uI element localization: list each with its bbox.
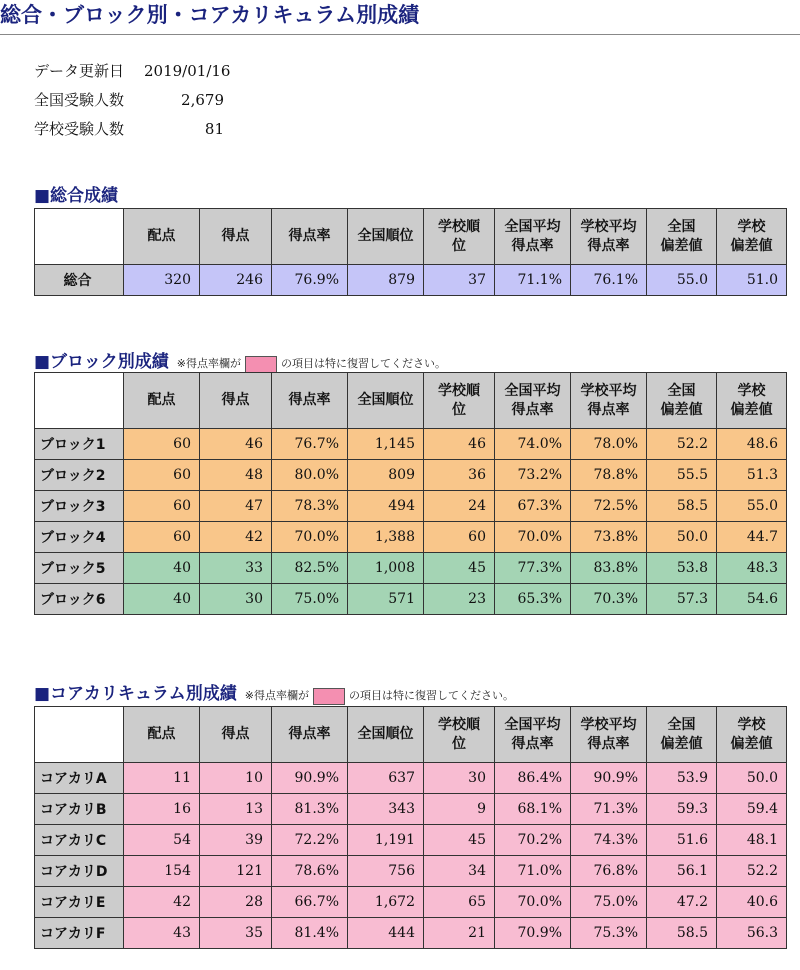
meta-row-national-count [34, 85, 230, 114]
table-cell: 56.3 [717, 918, 787, 949]
table-cell: 60 [124, 491, 200, 522]
table-cell: 23 [424, 584, 495, 615]
column-header: 学校順位 [424, 707, 495, 763]
meta-label: 学校受験人数 [34, 120, 125, 138]
table-cell: 78.6% [272, 856, 348, 887]
header-blank-cell [35, 707, 124, 763]
column-header: 得点率 [272, 373, 348, 429]
table-cell: 65 [424, 887, 495, 918]
table-cell: 71.3% [571, 794, 647, 825]
row-label: コアカリF [35, 918, 124, 949]
table-cell: 809 [348, 460, 424, 491]
table-cell: 60 [424, 522, 495, 553]
table-row [35, 522, 787, 553]
table-cell: 70.3% [571, 584, 647, 615]
note-prefix: ※得点率欄が [244, 689, 309, 702]
column-header: 全国平均 得点率 [495, 209, 571, 265]
column-header: 学校平均 得点率 [571, 209, 647, 265]
table-row [35, 918, 787, 949]
meta-value: 2,679 [181, 90, 224, 109]
table-cell: 54.6 [717, 584, 787, 615]
table-cell: 51.0 [717, 265, 787, 296]
table-cell: 81.4% [272, 918, 348, 949]
table-cell: 46 [424, 429, 495, 460]
column-header: 学校 偏差値 [717, 707, 787, 763]
table-cell: 24 [424, 491, 495, 522]
table-cell: 21 [424, 918, 495, 949]
table-cell: 879 [348, 265, 424, 296]
header-blank-cell [35, 209, 124, 265]
table-cell: 80.0% [272, 460, 348, 491]
table-cell: 70.0% [272, 522, 348, 553]
table-cell: 121 [200, 856, 272, 887]
table-cell: 55.0 [717, 491, 787, 522]
table-row [35, 856, 787, 887]
table-cell: 756 [348, 856, 424, 887]
table-cell: 60 [124, 429, 200, 460]
table-cell: 74.0% [495, 429, 571, 460]
highlight-swatch [313, 688, 345, 705]
table-cell: 637 [348, 763, 424, 794]
table-cell: 72.5% [571, 491, 647, 522]
table-cell: 42 [200, 522, 272, 553]
table-cell: 48.3 [717, 553, 787, 584]
table-cell: 55.5 [647, 460, 717, 491]
table-cell: 1,672 [348, 887, 424, 918]
table-cell: 70.2% [495, 825, 571, 856]
table-cell: 28 [200, 887, 272, 918]
column-header: 配点 [124, 707, 200, 763]
header-row [35, 707, 787, 763]
row-label: 総合 [35, 265, 124, 296]
table-row [35, 584, 787, 615]
meta-value: 81 [204, 119, 224, 138]
table-cell: 90.9% [272, 763, 348, 794]
table-cell: 76.8% [571, 856, 647, 887]
table-cell: 46 [200, 429, 272, 460]
table-cell: 55.0 [647, 265, 717, 296]
column-header: 学校 偏差値 [717, 209, 787, 265]
section-title-core [34, 679, 514, 705]
table-cell: 33 [200, 553, 272, 584]
meta-row-update-date [34, 56, 230, 85]
table-row [35, 794, 787, 825]
section-title-total [34, 181, 118, 206]
column-header: 全国平均 得点率 [495, 373, 571, 429]
table-cell: 36 [424, 460, 495, 491]
row-label: ブロック2 [35, 460, 124, 491]
row-label: コアカリC [35, 825, 124, 856]
table-cell: 67.3% [495, 491, 571, 522]
table-cell: 34 [424, 856, 495, 887]
table-cell: 81.3% [272, 794, 348, 825]
review-note [177, 357, 446, 370]
table-cell: 1,145 [348, 429, 424, 460]
table-cell: 40.6 [717, 887, 787, 918]
table-cell: 51.6 [647, 825, 717, 856]
header-row [35, 373, 787, 429]
table-cell: 45 [424, 553, 495, 584]
meta-label: 全国受験人数 [34, 91, 125, 109]
table-cell: 13 [200, 794, 272, 825]
table-cell: 73.2% [495, 460, 571, 491]
table-cell: 59.3 [647, 794, 717, 825]
column-header: 得点率 [272, 707, 348, 763]
column-header: 学校 偏差値 [717, 373, 787, 429]
table-cell: 50.0 [647, 522, 717, 553]
table-cell: 154 [124, 856, 200, 887]
table-cell: 68.1% [495, 794, 571, 825]
table-cell: 246 [200, 265, 272, 296]
section-title-text: ■コアカリキュラム別成績 [34, 684, 237, 704]
table-row [35, 825, 787, 856]
table-cell: 1,388 [348, 522, 424, 553]
table-cell: 70.9% [495, 918, 571, 949]
table-row [35, 429, 787, 460]
table-cell: 82.5% [272, 553, 348, 584]
table-cell: 60 [124, 460, 200, 491]
note-prefix: ※得点率欄が [176, 357, 241, 370]
table-row [35, 763, 787, 794]
page-title: 総合・ブロック別・コアカリキュラム別成績 [0, 0, 800, 35]
table-cell: 75.3% [571, 918, 647, 949]
row-label: ブロック6 [35, 584, 124, 615]
header-row [35, 209, 787, 265]
table-cell: 52.2 [717, 856, 787, 887]
section-title-block [34, 347, 446, 373]
table-cell: 47 [200, 491, 272, 522]
table-cell: 54 [124, 825, 200, 856]
table-cell: 444 [348, 918, 424, 949]
column-header: 全国 偏差値 [647, 209, 717, 265]
table-cell: 50.0 [717, 763, 787, 794]
row-label: コアカリD [35, 856, 124, 887]
table-cell: 56.1 [647, 856, 717, 887]
table-cell: 16 [124, 794, 200, 825]
table-cell: 75.0% [272, 584, 348, 615]
table-cell: 66.7% [272, 887, 348, 918]
table-cell: 11 [124, 763, 200, 794]
column-header: 全国 偏差値 [647, 373, 717, 429]
table-row [35, 553, 787, 584]
table-block [34, 372, 787, 615]
table-cell: 48.6 [717, 429, 787, 460]
column-header: 得点 [200, 707, 272, 763]
table-cell: 571 [348, 584, 424, 615]
table-cell: 58.5 [647, 918, 717, 949]
table-row [35, 460, 787, 491]
table-cell: 10 [200, 763, 272, 794]
column-header: 全国順位 [348, 707, 424, 763]
section-title-text: ■ブロック別成績 [34, 352, 169, 372]
table-row [35, 887, 787, 918]
column-header: 配点 [124, 209, 200, 265]
row-label: コアカリB [35, 794, 124, 825]
table-cell: 70.0% [495, 887, 571, 918]
table-cell: 60 [124, 522, 200, 553]
table-cell: 59.4 [717, 794, 787, 825]
table-cell: 1,008 [348, 553, 424, 584]
row-label: ブロック4 [35, 522, 124, 553]
highlight-swatch [245, 356, 277, 373]
table-cell: 74.3% [571, 825, 647, 856]
table-cell: 48 [200, 460, 272, 491]
column-header: 配点 [124, 373, 200, 429]
column-header: 全国 偏差値 [647, 707, 717, 763]
table-total [34, 208, 787, 296]
meta-label: データ更新日 [34, 62, 125, 80]
table-cell: 75.0% [571, 887, 647, 918]
table-cell: 47.2 [647, 887, 717, 918]
table-cell: 39 [200, 825, 272, 856]
column-header: 学校順位 [424, 373, 495, 429]
table-cell: 343 [348, 794, 424, 825]
table-cell: 494 [348, 491, 424, 522]
table-cell: 72.2% [272, 825, 348, 856]
table-cell: 58.5 [647, 491, 717, 522]
section-title-text: ■総合成績 [34, 186, 119, 206]
header-blank-cell [35, 373, 124, 429]
table-cell: 77.3% [495, 553, 571, 584]
table-cell: 53.8 [647, 553, 717, 584]
column-header: 全国順位 [348, 209, 424, 265]
row-label: コアカリE [35, 887, 124, 918]
review-note [245, 689, 514, 702]
column-header: 学校平均 得点率 [571, 373, 647, 429]
table-cell: 70.0% [495, 522, 571, 553]
column-header: 得点 [200, 209, 272, 265]
table-cell: 71.1% [495, 265, 571, 296]
table-cell: 78.0% [571, 429, 647, 460]
table-cell: 52.2 [647, 429, 717, 460]
table-cell: 78.8% [571, 460, 647, 491]
table-row [35, 265, 787, 296]
table-cell: 30 [200, 584, 272, 615]
column-header: 学校順位 [424, 209, 495, 265]
table-row [35, 491, 787, 522]
table-cell: 320 [124, 265, 200, 296]
meta-info [34, 56, 230, 143]
table-cell: 78.3% [272, 491, 348, 522]
table-cell: 43 [124, 918, 200, 949]
table-cell: 51.3 [717, 460, 787, 491]
meta-value: 2019/01/16 [144, 61, 231, 80]
table-cell: 65.3% [495, 584, 571, 615]
column-header: 得点率 [272, 209, 348, 265]
table-cell: 30 [424, 763, 495, 794]
row-label: コアカリA [35, 763, 124, 794]
table-cell: 9 [424, 794, 495, 825]
table-cell: 48.1 [717, 825, 787, 856]
table-cell: 90.9% [571, 763, 647, 794]
table-cell: 71.0% [495, 856, 571, 887]
table-cell: 73.8% [571, 522, 647, 553]
row-label: ブロック1 [35, 429, 124, 460]
table-cell: 57.3 [647, 584, 717, 615]
row-label: ブロック5 [35, 553, 124, 584]
column-header: 全国順位 [348, 373, 424, 429]
table-cell: 86.4% [495, 763, 571, 794]
table-cell: 45 [424, 825, 495, 856]
table-cell: 76.7% [272, 429, 348, 460]
meta-row-school-count [34, 114, 230, 143]
table-cell: 37 [424, 265, 495, 296]
note-suffix: の項目は特に復習してください。 [280, 357, 446, 370]
column-header: 全国平均 得点率 [495, 707, 571, 763]
table-cell: 53.9 [647, 763, 717, 794]
table-cell: 40 [124, 584, 200, 615]
table-cell: 83.8% [571, 553, 647, 584]
column-header: 学校平均 得点率 [571, 707, 647, 763]
table-cell: 35 [200, 918, 272, 949]
table-cell: 42 [124, 887, 200, 918]
table-cell: 76.9% [272, 265, 348, 296]
table-cell: 1,191 [348, 825, 424, 856]
table-cell: 44.7 [717, 522, 787, 553]
table-cell: 76.1% [571, 265, 647, 296]
row-label: ブロック3 [35, 491, 124, 522]
table-core [34, 706, 787, 949]
note-suffix: の項目は特に復習してください。 [348, 689, 514, 702]
table-cell: 40 [124, 553, 200, 584]
column-header: 得点 [200, 373, 272, 429]
